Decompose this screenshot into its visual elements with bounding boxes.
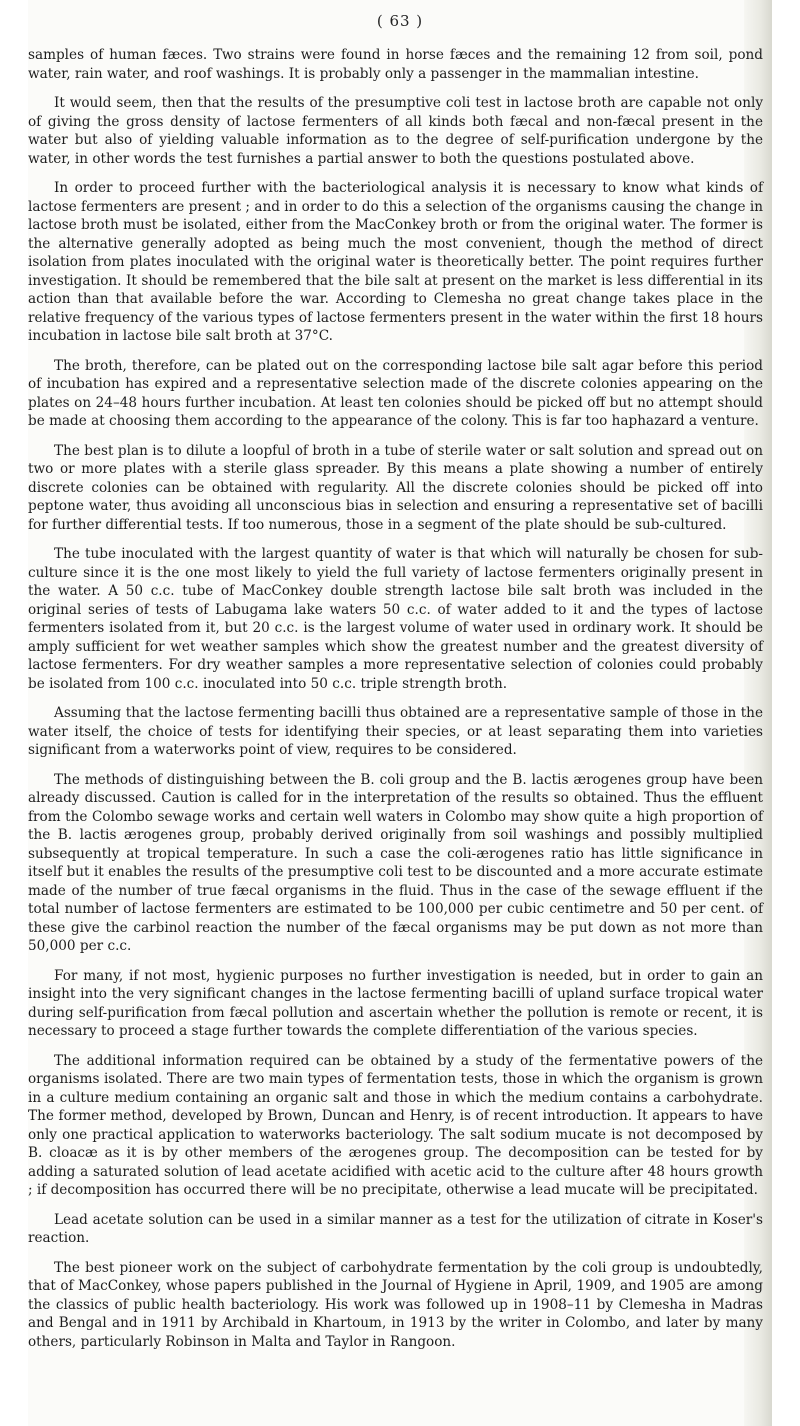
paragraph: samples of human fæces. Two strains were found in horse fæces and the remaining 12 from soil, pond water, rain water, and roof washings. It is probably only a passenger in the mammalian intestine. bbox=[28, 47, 763, 82]
paragraph: In order to proceed further with the bacteriological analysis it is necessary to know what kinds of lactose fermenters are present ; and in order to do this a selection of the organisms causing the change in lactose broth must be isolated, either from the MacConkey broth or from the original water. The former is the alternative generally adopted as being much the most convenient, though the method of direct isolation from plates inoculated with the original water is theoretically better. The point requires further investigation. It should be remembered that the bile salt at present on the market is less differential in its action than that available before the war. According to Clemesha no great change takes place in the relative frequency of the various types of lactose fermenters present in the water within the first 18 hours incubation in lactose bile salt broth at 37°C. bbox=[28, 180, 763, 344]
paragraph: The additional information required can be obtained by a study of the fermentative powers of the organisms isolated. There are two main types of fermentation tests, those in which the organism is grown in a culture medium containing an organic salt and those in which the medium contains a carbohydrate. The former method, developed by Brown, Duncan and Henry, is of recent introduction. It appears to have only one practical application to waterworks bacteriology. The salt sodium mucate is not decomposed by B. cloacæ as it is by other members of the ærogenes group. The decomposition can be tested for by adding a saturated solution of lead acetate acidified with acetic acid to the culture after 48 hours growth ; if decomposition has occurred there will be no precipitate, otherwise a lead mucate will be precipitated. bbox=[28, 1052, 763, 1198]
paragraph: The broth, therefore, can be plated out on the corresponding lactose bile salt agar before this period of incubation has expired and a representative selection made of the discrete colonies appearing on the plates on 24–48 hours further incubation. At least ten colonies should be picked off but no attempt should be made at choosing them according to the appearance of the colony. This is far too haphazard a venture. bbox=[28, 357, 763, 429]
paragraph: For many, if not most, hygienic purposes no further investigation is needed, but in order to gain an insight into the very significant changes in the lactose fermenting bacilli of upland surface tropical water during self-purification from fæcal pollution and ascertain whether the pollution is remote or recent, it is necessary to proceed a stage further towards the complete differentiation of the various species. bbox=[28, 967, 763, 1039]
paragraph: The best plan is to dilute a loopful of broth in a tube of sterile water or salt solution and spread out on two or more plates with a sterile glass spreader. By this means a plate showing a number of entirely discrete colonies can be obtained with regularity. All the discrete colonies should be picked off into peptone water, thus avoiding all unconscious bias in selection and ensuring a representative set of bacilli for further differential tests. If too numerous, those in a segment of the plate should be sub-cultured. bbox=[28, 442, 763, 533]
paragraph: The tube inoculated with the largest quantity of water is that which will naturally be chosen for sub-culture since it is the one most likely to yield the full variety of lactose fermenters originally present in the water. A 50 c.c. tube of MacConkey double strength lactose bile salt broth was included in the original series of tests of Labugama lake waters 50 c.c. of water added to it and the types of lactose fermenters isolated from it, but 20 c.c. is the largest volume of water used in ordinary work. It should be amply sufficient for wet weather samples which show the greatest number and the greatest diversity of lactose fermenters. For dry weather samples a more representative selection of colonies could probably be isolated from 100 c.c. inoculated into 50 c.c. triple strength broth. bbox=[28, 546, 763, 692]
paragraph: The methods of distinguishing between the B. coli group and the B. lactis ærogenes group have been already discussed. Caution is called for in the interpretation of the results so obtained. Thus the effluent from the Colombo sewage works and certain well waters in Colombo may show quite a high proportion of the B. lactis ærogenes group, probably derived originally from soil washings and possibly multiplied subsequently at tropical temperature. In such a case the coli-ærogenes ratio has little significance in itself but it enables the results of the presumptive coli test to be discounted and a more accurate estimate made of the number of true fæcal organisms in the fluid. Thus in the case of the sewage effluent if the total number of lactose fermenters are estimated to be 100,000 per cubic centimetre and 50 per cent. of these give the carbinol reaction the number of the fæcal organisms may be put down as not more than 50,000 per c.c. bbox=[28, 771, 763, 954]
paragraph: Assuming that the lactose fermenting bacilli thus obtained are a representative sample of those in the water itself, the choice of tests for identifying their species, or at least separating them into varieties significant from a waterworks point of view, requires to be considered. bbox=[28, 705, 763, 758]
paragraph: The best pioneer work on the subject of carbohydrate fermentation by the coli group is undoubtedly, that of MacConkey, whose papers published in the Journal of Hygiene in April, 1909, and 1905 are among the classics of public health bacteriology. His work was followed up in 1908–11 by Clemesha in Madras and Bengal and in 1911 by Archibald in Khartoum, in 1913 by the writer in Colombo, and later by many others, particularly Robinson in Malta and Taylor in Rangoon. bbox=[28, 1259, 763, 1350]
page-body bbox=[28, 46, 763, 1362]
paragraph: Lead acetate solution can be used in a similar manner as a test for the utilization of citrate in Koser's reaction. bbox=[28, 1211, 763, 1246]
page-number: ( 63 ) bbox=[376, 12, 424, 30]
paragraph: It would seem, then that the results of the presumptive coli test in lactose broth are capable not only of giving the gross density of lactose fermenters of all kinds both fæcal and non-fæcal present in the water but also of yielding valuable information as to the degree of self-purification undergone by the water, in other words the test furnishes a partial answer to both the questions postulated above. bbox=[28, 95, 763, 167]
